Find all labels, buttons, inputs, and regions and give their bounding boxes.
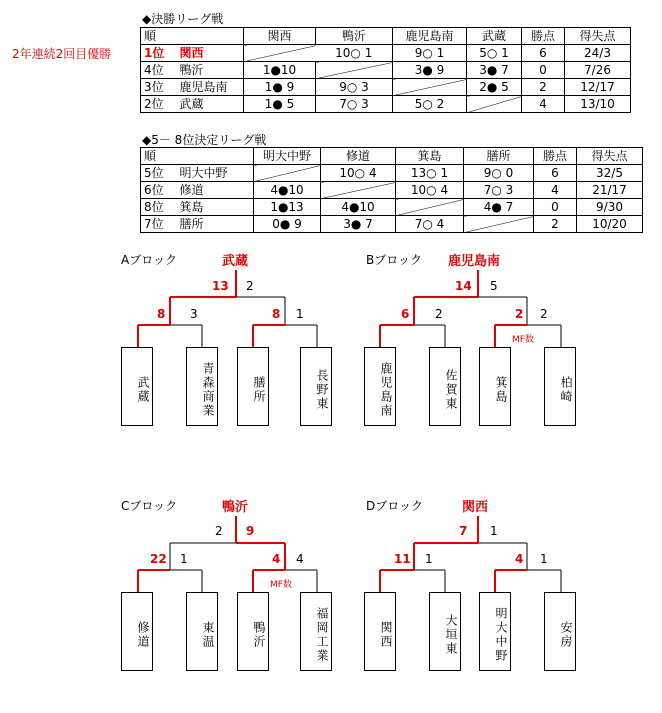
header-col: 修道 — [321, 148, 396, 165]
result-cell: 5○ 2 — [393, 96, 467, 113]
points-cell: 2 — [522, 79, 565, 96]
result-cell: 13○ 1 — [396, 165, 464, 182]
block-c-winner: 鴨沂 — [222, 500, 249, 515]
result-cell: 9○ 3 — [316, 79, 393, 96]
block-d-semi2-score-right: 1 — [540, 552, 548, 566]
block-d-semi2-score-left: 4 — [515, 552, 524, 566]
rank-cell: 5位 — [141, 165, 177, 182]
block-b-semi2-score-right: 2 — [540, 307, 548, 321]
result-cell: 7○ 3 — [464, 182, 534, 199]
result-cell: 1● 5 — [244, 96, 316, 113]
team-box: 長野東 — [300, 347, 332, 426]
team-box: 箕島 — [479, 347, 511, 426]
block-b-winner: 鹿児島南 — [448, 254, 501, 269]
header-col: 得失点 — [577, 148, 643, 165]
block-a-semi2-score-left: 8 — [272, 307, 281, 321]
points-cell: 6 — [522, 45, 565, 62]
team-cell: 膳所 — [177, 216, 254, 233]
team-box: 安房 — [544, 592, 576, 671]
header-col: 武蔵 — [467, 28, 522, 45]
result-cell: 2● 5 — [467, 79, 522, 96]
block-b-label: Bブロック — [366, 253, 422, 267]
result-cell: 4●10 — [254, 182, 321, 199]
result-cell: 0● 9 — [254, 216, 321, 233]
goals-cell: 32/5 — [577, 165, 643, 182]
block-a-winner: 武蔵 — [222, 254, 249, 269]
header-rank: 順 — [141, 28, 244, 45]
header-col: 明大中野 — [254, 148, 321, 165]
rank-cell: 4位 — [141, 62, 177, 79]
team-cell: 修道 — [177, 182, 254, 199]
team-box: 柏崎 — [544, 347, 576, 426]
points-cell: 2 — [534, 216, 577, 233]
header-col: 膳所 — [464, 148, 534, 165]
block-a-final-score-left: 13 — [212, 279, 229, 293]
block-a-label: Aブロック — [121, 253, 177, 267]
block-d-semi1-score-left: 11 — [394, 552, 411, 566]
result-cell: 10○ 1 — [316, 45, 393, 62]
header-col: 関西 — [244, 28, 316, 45]
header-col: 鹿児島南 — [393, 28, 467, 45]
result-cell: 4●10 — [321, 199, 396, 216]
header-rank: 順 — [141, 148, 254, 165]
block-c-semi1-score-right: 1 — [180, 552, 188, 566]
team-box: 東温 — [186, 592, 218, 671]
result-cell: 3● 7 — [321, 216, 396, 233]
result-cell: 7○ 3 — [316, 96, 393, 113]
block-b-mf-note: MF数 — [512, 335, 534, 345]
header-col: 勝点 — [534, 148, 577, 165]
block-b-semi1-score-right: 2 — [435, 307, 443, 321]
block-a-semi2-score-right: 1 — [296, 307, 304, 321]
result-cell: 1●10 — [244, 62, 316, 79]
block-b-final-score-right: 5 — [490, 279, 498, 293]
points-cell: 0 — [522, 62, 565, 79]
points-cell: 0 — [534, 199, 577, 216]
result-cell: 9○ 0 — [464, 165, 534, 182]
rank-cell: 6位 — [141, 182, 177, 199]
goals-cell: 24/3 — [565, 45, 631, 62]
header-col: 勝点 — [522, 28, 565, 45]
rank-cell: 8位 — [141, 199, 177, 216]
result-cell: 1● 9 — [244, 79, 316, 96]
placement-league-title: ◆5－ 8位決定リーグ戦 — [142, 133, 267, 147]
block-d-label: Dブロック — [366, 499, 424, 513]
block-c-semi2-score-right: 4 — [296, 552, 304, 566]
champion-note: 2年連続2回目優勝 — [12, 47, 112, 61]
result-cell: 7○ 4 — [396, 216, 464, 233]
block-b-final-score-left: 14 — [455, 279, 472, 293]
goals-cell: 21/17 — [577, 182, 643, 199]
block-c-final-score-right: 9 — [246, 524, 255, 538]
result-cell: 5○ 1 — [467, 45, 522, 62]
team-box: 膳所 — [237, 347, 269, 426]
block-b-semi1-score-left: 6 — [401, 307, 410, 321]
team-cell: 鹿児島南 — [177, 79, 244, 96]
goals-cell: 9/30 — [577, 199, 643, 216]
team-box: 武蔵 — [121, 347, 153, 426]
team-box: 大垣東 — [429, 592, 461, 671]
points-cell: 4 — [522, 96, 565, 113]
rank-cell: 7位 — [141, 216, 177, 233]
block-d-final-score-left: 7 — [459, 524, 468, 538]
result-cell: 10○ 4 — [396, 182, 464, 199]
team-cell: 武蔵 — [177, 96, 244, 113]
goals-cell: 10/20 — [577, 216, 643, 233]
team-cell: 鴨沂 — [177, 62, 244, 79]
team-box: 鴨沂 — [237, 592, 269, 671]
result-cell: 3● 9 — [393, 62, 467, 79]
block-c-semi1-score-left: 22 — [150, 552, 167, 566]
block-a-final-score-right: 2 — [246, 279, 254, 293]
goals-cell: 12/17 — [565, 79, 631, 96]
final-league-title: ◆決勝リーグ戦 — [142, 12, 224, 26]
header-col: 鴨沂 — [316, 28, 393, 45]
team-box: 鹿児島南 — [364, 347, 396, 426]
result-cell: 9○ 1 — [393, 45, 467, 62]
result-cell: 1●13 — [254, 199, 321, 216]
team-box: 佐賀東 — [429, 347, 461, 426]
rank-cell: 3位 — [141, 79, 177, 96]
team-box: 関西 — [364, 592, 396, 671]
team-box: 修道 — [121, 592, 153, 671]
block-a-semi1-score-left: 8 — [157, 307, 166, 321]
goals-cell: 7/26 — [565, 62, 631, 79]
header-col: 得失点 — [565, 28, 631, 45]
block-c-final-score-left: 2 — [215, 524, 223, 538]
result-cell: 4● 7 — [464, 199, 534, 216]
block-a-semi1-score-right: 3 — [190, 307, 198, 321]
result-cell: 3● 7 — [467, 62, 522, 79]
result-cell: 10○ 4 — [321, 165, 396, 182]
block-d-winner: 関西 — [462, 500, 489, 515]
points-cell: 6 — [534, 165, 577, 182]
points-cell: 4 — [534, 182, 577, 199]
block-c-mf-note: MF数 — [270, 580, 292, 590]
header-col: 箕島 — [396, 148, 464, 165]
rank-cell: 2位 — [141, 96, 177, 113]
block-c-semi2-score-left: 4 — [272, 552, 281, 566]
team-box: 福岡工業 — [300, 592, 332, 671]
rank-cell: 1位 — [141, 45, 177, 62]
team-cell: 関西 — [177, 45, 244, 62]
block-d-semi1-score-right: 1 — [425, 552, 433, 566]
block-d-final-score-right: 1 — [490, 524, 498, 538]
team-cell: 明大中野 — [177, 165, 254, 182]
team-box: 青森商業 — [186, 347, 218, 426]
team-box: 明大中野 — [479, 592, 511, 671]
block-c-label: Cブロック — [121, 499, 178, 513]
goals-cell: 13/10 — [565, 96, 631, 113]
block-b-semi2-score-left: 2 — [515, 307, 524, 321]
team-cell: 箕島 — [177, 199, 254, 216]
